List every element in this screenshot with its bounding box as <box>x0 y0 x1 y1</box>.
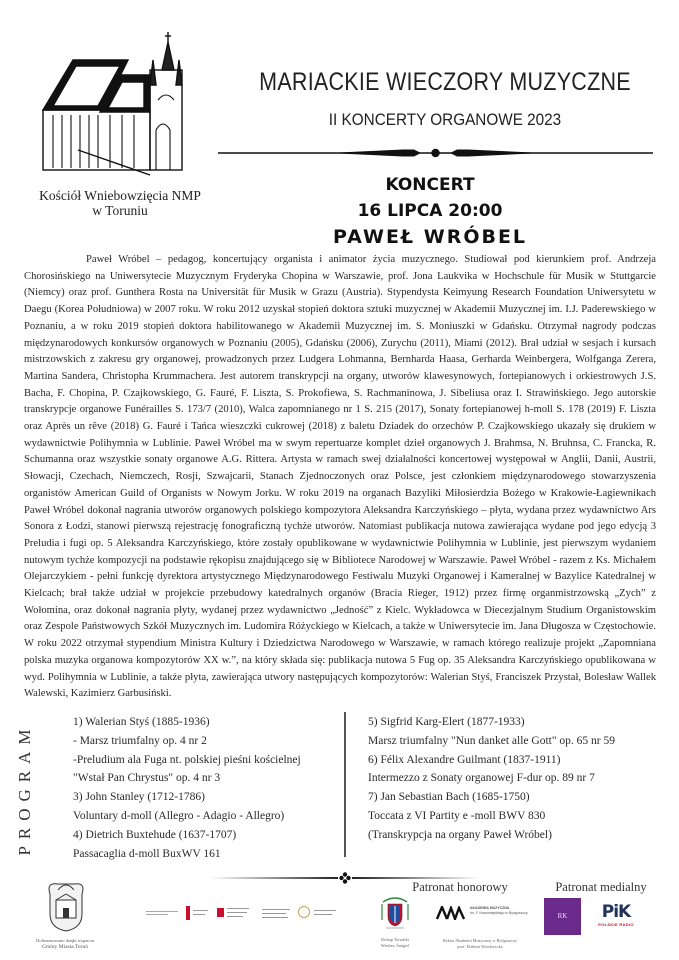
quatrefoil-icon <box>339 872 350 883</box>
pik-sub: POLSKIE RADIO <box>598 922 634 927</box>
concert-label: KONCERT <box>385 175 475 195</box>
program-label <box>10 724 40 854</box>
bishop-caption-line2: Wiesław Śmigiel <box>380 942 410 948</box>
pik-label: PiK <box>601 902 631 922</box>
program-item: - Marsz triumfalny op. 4 nr 2 <box>73 734 207 747</box>
program-item: Toccata z VI Partity e -moll BWV 830 <box>368 809 546 822</box>
am-caption <box>425 938 535 949</box>
am-caption-line2: prof. Elżbieta Wtorkowska <box>457 943 503 949</box>
program-item: 4) Dietrich Buxtehude (1637-1707) <box>73 828 237 841</box>
program-label-text: PROGRAM <box>15 722 34 856</box>
program-item: "Wstał Pan Chrystus" op. 4 nr 3 <box>73 772 221 785</box>
torun-city-crest-icon <box>44 880 88 932</box>
program-item: Passacaglia d-moll BuxWV 161 <box>73 847 221 860</box>
program-item: Voluntary d-moll (Allegro - Adagio - Allegro) <box>73 809 285 822</box>
program-item: 5) Sigfrid Karg-Elert (1877-1933) <box>368 716 525 728</box>
akademia-muzyczna-text <box>470 906 530 915</box>
am-sub: im. F. Nowowiejskiego w Bydgoszczy <box>470 910 528 915</box>
sponsor-logo <box>146 906 178 920</box>
am-name: AKADEMIA MUZYCZNA <box>470 906 510 910</box>
program-item: 3) John Stanley (1712-1786) <box>73 791 205 804</box>
sponsor-logo <box>298 906 342 920</box>
sponsor-logo <box>186 906 210 920</box>
sponsor-logo <box>262 906 292 920</box>
bishop-coat-of-arms-icon <box>380 896 410 930</box>
patronat-honorowy-heading: Patronat honorowy <box>412 880 508 894</box>
program-item: -Preludium ala Fuga nt. polskiej pieśni kościelnej <box>73 753 301 766</box>
church-caption <box>20 188 220 218</box>
main-title: MARIACKIE WIECZORY MUZYCZNE <box>259 68 631 96</box>
polskie-radio-pik-logo <box>594 902 638 932</box>
program-list-left <box>73 713 343 863</box>
city-caption-line2: Gminy Miasta Toruń <box>42 944 88 950</box>
bishop-caption <box>370 937 420 948</box>
program-item: Marsz triumfalny "Nun danket alle Gott" op. 65 nr 59 <box>368 734 616 747</box>
sponsor-logo <box>217 906 253 920</box>
city-caption <box>25 938 105 950</box>
church-caption-line1: Kościół Wniebowzięcia NMP <box>39 188 201 203</box>
program-item: 7) Jan Sebastian Bach (1685-1750) <box>368 791 530 804</box>
program-separator <box>344 712 346 857</box>
performer-biography: Paweł Wróbel – pedagog, koncertujący organista i animator życia muzycznego. Studiował pod kierunkiem prof. Andrzeja Chorosińskiego na Uniwersytecie Muzycznym Fryderyka Chopina w Warszawie, prof. Jona Laukvika w Hochschule für Musik w Stuttgarcie (Niemcy) oraz prof. Gunthera Rosta na Universität für Musik w Grazu (Austria). Stypendysta Keimyung Research Foundation Uniwersytetu w Daegu (Korea Południowa) w 2007 roku. W roku 2012 uzyskał stopień doktora sztuki muzycznej w Akademii Muzycznej im. I.J. Paderewskiego w Poznaniu, a w roku 2019 stopień doktora habilitowanego w Akademii Muzycznej im. S. Moniuszki w Gdańsku. Otrzymał nagrody podczas międzynarodowych konkursów organowych w Poznaniu (2005), Gdańsku (2006), Zurychu (2011), Miami (2012). Brał udział w sesjach i kursach mistrzowskich z zakresu gry organowej, prowadzonych przez Ludgera Lohmanna, Bernharda Haasa, Gerharda Weinbergera, Wolfganga Zerera, Martina Sandera, Christopha Krummachera. Jest autorem transkrypcji na organy, utworów klawesynowych, fortepianowych i orkiestrowych J.S. Bacha, F. Chopina, P. Czajkowskiego, G. Fauré, F. Liszta, S. Prokofiewa, S. Rachmaninowa, J. Sibeliusa oraz I. Strawińskiego. Jego autorskie transkrypcje organowe Funérailles S. 173/7 (2010), Walca zapomnianego nr 1 S. 215 (2017), Sonaty fortepianowej h-moll S. 178 (2019) F. Liszta oraz Après un rêve (2018) G. Fauré i Tańca wieszczki cukrowej (2018) z baletu Dziadek do orzechów P. Czajkowskiego ukazały się drukiem w wydawnictwie Polihymnia w Lublinie. Paweł Wróbel ma w swym repertuarze komplet dzieł organowych J. Brahmsa, N. Bruhnsa, C. Francka, R. Schumanna oraz wszystkie sonaty organowe A.G. Rittera. Artysta w ramach swej działalności koncertowej występował w Anglii, Danii, Austrii, Słowacji, Czechach, Niemczech, Rosji, Szwajcarii, Stanach Zjednoczonych oraz Polsce, jest członkiem międzynarodowego stowarzyszenia organistów American Guild of Organists w Nowym Jorku. W roku 2019 na organach Bazyliki Miłosierdzia Bożego w Krakowie-Łagiewnikach Paweł Wróbel dokonał nagrania utworów organowych polskiego kompozytora Aleksandra Karczyńskiego – płyta, wydana przez wydawnictwo Ars Sonora z Łodzi, stanowi pierwszą rejestrację fonograficzną tychże utworów. Natomiast publikacja nutowa zawierająca wydane pod jego edycją 3 Preludia i fugi op. 5 Aleksandra Karczyńskiego, które zostały opublikowane w wydawnictwie Polihymnia w Lublinie, jest pierwszym wydaniem nutowym tychże kompozycji na podstawie rękopisu znajdującego się w Bibliotece Narodowej w Warszawie. Paweł Wróbel - razem z Ks. Michałem Olejarczykiem - pełni funkcję dyrektora artystycznego Międzynarodowego Festiwalu Muzyki Organowej i Kameralnej w Bazylice Katedralnej w Kielcach; brał także udział w projekcie przebudowy katedralnych organów (Bracia Rieger, 1912) przez firmę organmistrzowską „Zych” z Wołomina, oraz dokonał nagrania płyty, wydanej przez wydawnictwo „Jedność” z Kielc. Wykładowca w Diecezjalnym Studium Organistowskim oraz Zespole Państwowych Szkół Muzycznych im. Ludomira Różyckiego w Kielcach, a także w Uniwersytecie im. Jana Długosza w Częstochowie. W roku 2022 otrzymał stypendium Ministra Kultury i Dziedzictwa Narodowego w Warszawie, w ramach którego realizuje projekt „Zapomniana polska muzyka organowa kompozytorów XX w.”, na który składa się: publikacja nutowa 5 Fug op. 35 Aleksandra Karczyńskiego opublikowana w wyd. Polihymnia w Lublinie, a także płyta, zawierająca utwory następujących kompozytorów: Walerian Styś, Franciszek Przystał, Bolesław Wallek Walewski, Kazimierz Garbusiński. <box>24 254 656 700</box>
patronat-medialny-heading: Patronat medialny <box>555 880 647 894</box>
church-caption-line2: w Toruniu <box>92 203 148 218</box>
performer-name: PAWEŁ WRÓBEL <box>332 226 528 248</box>
program-item: 1) Walerian Styś (1885-1936) <box>73 716 210 728</box>
akademia-muzyczna-logo-icon <box>436 906 466 920</box>
church-logo <box>38 30 188 180</box>
sub-title: II KONCERTY ORGANOWE 2023 <box>328 110 562 129</box>
radio-rk-logo: RK <box>544 898 581 935</box>
program-item: Intermezzo z Sonaty organowej F-dur op. 89 nr 7 <box>368 772 595 785</box>
am-caption-line1: Rektor Akademii Muzycznej w Bydgoszczy <box>443 938 517 943</box>
city-caption-line1: Dofinansowano dzięki wsparciu <box>36 938 94 943</box>
program-list-right <box>368 713 668 845</box>
ornamental-divider <box>218 146 653 160</box>
concert-date: 16 LIPCA 20:00 <box>357 201 503 221</box>
program-item: (Transkrypcja na organy Paweł Wróbel) <box>368 828 552 841</box>
bishop-caption-line1: Biskup Toruński <box>381 937 409 942</box>
program-item: 6) Félix Alexandre Guilmant (1837-1911) <box>368 753 561 766</box>
